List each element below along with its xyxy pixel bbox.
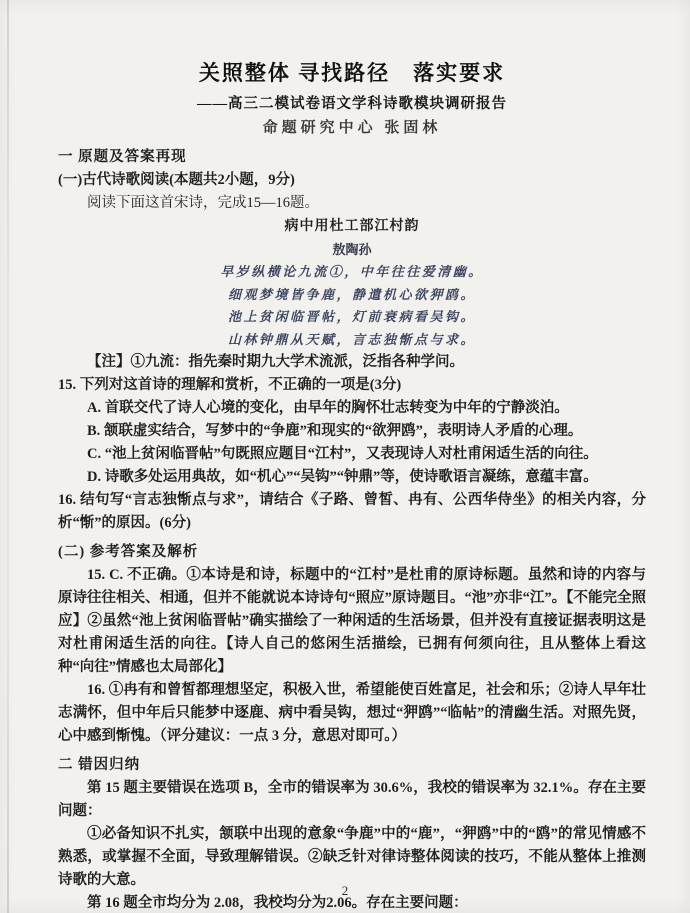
question-15-option-d: D. 诗歌多处运用典故，如“机心”“吴钩”“钟鼎”等，使诗歌语言凝练，意蕴丰富。 <box>87 469 598 485</box>
answer-16: 16. ①冉有和曾皙都理想坚定，积极入世，希望能使百姓富足，社会和乐；②诗人早年壮志满怀，但中年后只能梦中逐鹿、病中看吴钩，想过“狎鸥”“临帖”的清幽生活。对照先贤，心中感到惭愧。（评分建议：一点 3 分，意思对即可。） <box>58 682 646 744</box>
byline: 命题研究中心 张固林 <box>262 120 442 136</box>
poem-author: 敖陶孙 <box>332 242 372 257</box>
question-15-option-a: A. 首联交代了诗人心境的变化，由早年的胸怀壮志转变为中年的宁静淡泊。 <box>87 400 569 416</box>
error-summary-q15: 第 15 题主要错误在选项 B，全市的错误率为 30.6%，我校的错误率为 32.1%。存在主要问题： <box>58 780 646 819</box>
question-15-stem: 15. 下列对这首诗的理解和赏析，不正确的一项是(3分) <box>58 377 402 393</box>
section-heading-original-questions: 一 原题及答案再现 <box>58 149 187 165</box>
error-detail-q15: ①必备知识不扎实，颔联中出现的意象“争鹿”中的“鹿”，“狎鸥”中的“鸥”的常见情感不熟悉，或掌握不全面，导致理解错误。②缺乏针对律诗整体阅读的技巧，不能从整体上推测诗歌的大意。 <box>58 826 646 888</box>
poem-line: 池上贫闲临晋帖，灯前衰病看吴钩。 <box>227 309 476 324</box>
poem-title: 病中用杜工部江村韵 <box>284 219 420 234</box>
page-title: 关照整体 寻找路径 落实要求 <box>198 61 506 85</box>
poem-note: 【注】①九流：指先秦时期九大学术流派，泛指各种学问。 <box>87 354 464 370</box>
poem-line: 早岁纵横论九流①，中年往往爱清幽。 <box>220 264 484 279</box>
page-subtitle: ——高三二模试卷语文学科诗歌模块调研报告 <box>197 96 507 112</box>
page-number: 2 <box>341 883 349 898</box>
answers-heading: (二) 参考答案及解析 <box>58 544 199 560</box>
error-summary-q16: 第 16 题全市均分为 2.08，我校均分为2.06。存在主要问题： <box>87 895 468 911</box>
subsection-heading-ancient-poetry: (一)古代诗歌阅读(本题共2小题，9分) <box>58 172 295 188</box>
document-content <box>58 58 646 913</box>
poem-line: 山林钟鼎从天赋，言志独惭点与求。 <box>227 331 476 347</box>
poem-line: 细观梦境皆争鹿，静遣机心欲狎鸥。 <box>227 286 476 302</box>
answer-15: 15. C. 不正确。①本诗是和诗，标题中的“江村”是杜甫的原诗标题。虽然和诗的内容与原诗往往相关、相通，但并不能就说本诗诗句“照应”原诗题目。“池”亦非“江”。【不能完全照应】②虽然“池上贫闲临晋帖”确实描绘了一种闲适的生活场景，但并没有直接证据表明这是对杜甫闲适生活的向往。【诗人自己的悠闲生活描绘，已拥有何须向往，且从整体上看这种“向往”情感也太局部化】 <box>58 567 646 675</box>
reading-instruction: 阅读下面这首宋诗，完成15—16题。 <box>87 195 319 211</box>
scan-edge-artifact <box>7 0 9 913</box>
section-heading-error-analysis: 二 错因归纳 <box>58 757 141 773</box>
question-15-option-b: B. 颔联虚实结合，写梦中的“争鹿”和现实的“欲狎鸥”，表明诗人矛盾的心理。 <box>87 423 583 439</box>
question-16: 16. 结句写“言志独惭点与求”，请结合《子路、曾皙、冉有、公西华侍坐》的相关内容，分析“惭”的原因。(6分) <box>58 492 646 531</box>
question-15-option-c: C. “池上贫闲临晋帖”句既照应题目“江村”，又表现诗人对杜甫闲适生活的向往。 <box>87 446 598 462</box>
